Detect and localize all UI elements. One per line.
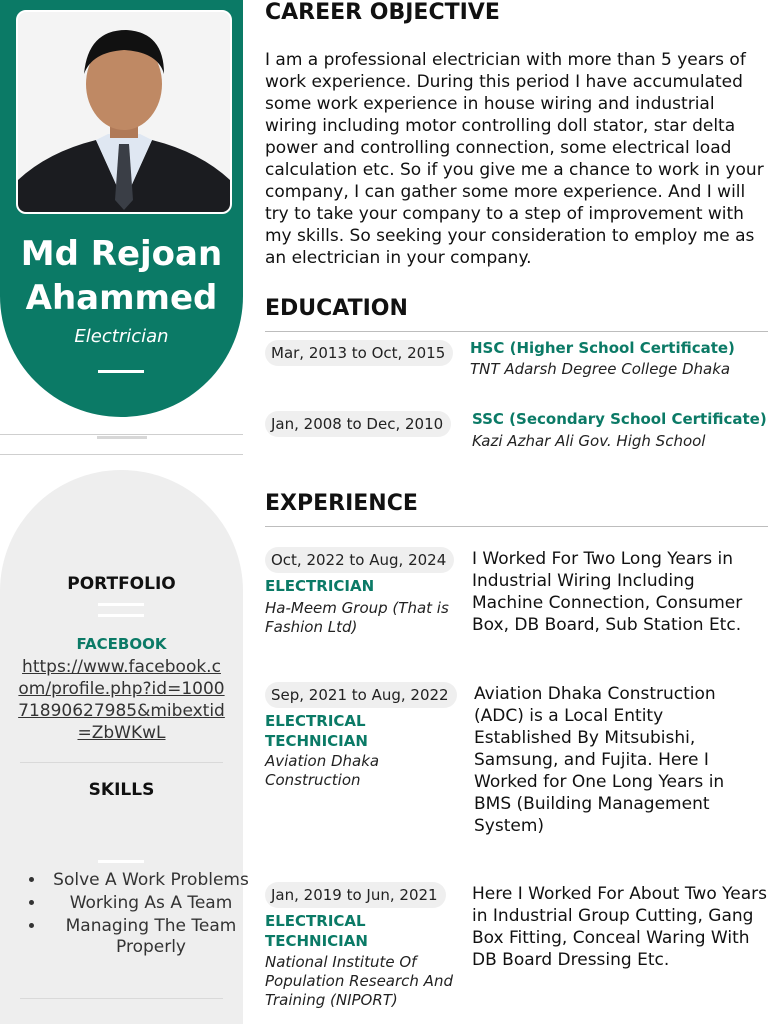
profile-role: Electrician	[74, 326, 169, 347]
portfolio-title: PORTFOLIO	[67, 574, 176, 594]
education-degree: HSC (Higher School Certificate)	[470, 339, 735, 357]
facebook-label: FACEBOOK	[76, 635, 167, 653]
education-school: TNT Adarsh Degree College Dhaka	[470, 360, 731, 378]
education-period: Mar, 2013 to Oct, 2015	[265, 340, 453, 366]
divider	[98, 603, 144, 606]
experience-description: I Worked For Two Long Years in Industrial Wiring Including Machine Connection, Consumer Box, DB Board, Sub Station Etc.	[472, 549, 743, 635]
skills-list	[20, 870, 256, 960]
experience-title: EXPERIENCE	[265, 491, 418, 516]
experience-description: Aviation Dhaka Construction (ADC) is a Local Entity Established By Mitsubishi, Samsung, and Fujita. Here I Worked for One Long Years in BMS (Building Management System)	[474, 684, 725, 836]
experience-period: Oct, 2022 to Aug, 2024	[265, 547, 454, 573]
experience-company: Aviation Dhaka Construction	[265, 752, 380, 789]
education-school: Kazi Azhar Ali Gov. High School	[472, 432, 706, 450]
education-title: EDUCATION	[265, 296, 408, 321]
divider	[20, 762, 223, 763]
divider	[265, 526, 768, 527]
profile-name-line2: Ahammed	[25, 278, 218, 318]
experience-description: Here I Worked For About Two Years in Industrial Group Cutting, Gang Box Fitting, Conceal Waring With DB Board Dressing Etc.	[472, 884, 767, 970]
profile-name-line1: Md Rejoan	[20, 234, 223, 274]
sidebar	[0, 0, 249, 1024]
objective-title: CAREER OBJECTIVE	[265, 0, 500, 25]
experience-job-title: ELECTRICIAN	[265, 577, 375, 595]
list-item: • Working As A Team	[46, 893, 256, 914]
education-period: Jan, 2008 to Dec, 2010	[265, 411, 451, 437]
education-degree: SSC (Secondary School Certificate)	[472, 410, 767, 428]
profile-photo	[16, 10, 232, 214]
experience-period: Sep, 2021 to Aug, 2022	[265, 682, 457, 708]
experience-job-title: ELECTRICAL TECHNICIAN	[265, 912, 368, 950]
divider	[98, 614, 144, 617]
divider	[20, 998, 223, 999]
facebook-link[interactable]: https://www.facebook.com/profile.php?id=100071890627985&mibextid=ZbWKwL	[18, 657, 225, 743]
experience-company: Ha-Meem Group (That is Fashion Ltd)	[265, 599, 449, 636]
objective-text: I am a professional electrician with more than 5 years of work experience. During this period I have accumulated some work experience in house wiring and industrial wiring including motor controlling doll stator, star delta power and controlling connection, some electrical load calculation etc. So if you give me a chance to work in your company, I can gather some more experience. And I will try to take your company to a step of improvement with my skills. So seeking your consideration to employ me as an electrician in your company.	[265, 50, 764, 268]
experience-job-title: ELECTRICAL TECHNICIAN	[265, 712, 368, 750]
divider	[98, 860, 144, 863]
divider	[265, 331, 768, 332]
list-item: • Solve A Work Problems	[46, 870, 256, 891]
experience-period: Jan, 2019 to Jun, 2021	[265, 882, 446, 908]
divider	[97, 436, 147, 439]
list-item: • Managing The Team Properly	[46, 916, 256, 958]
divider	[0, 434, 243, 435]
divider	[98, 370, 144, 373]
skills-title: SKILLS	[88, 780, 155, 800]
profile-name	[0, 232, 243, 320]
experience-company: National Institute Of Population Research And Training (NIPORT)	[265, 953, 453, 1009]
divider	[0, 454, 243, 455]
